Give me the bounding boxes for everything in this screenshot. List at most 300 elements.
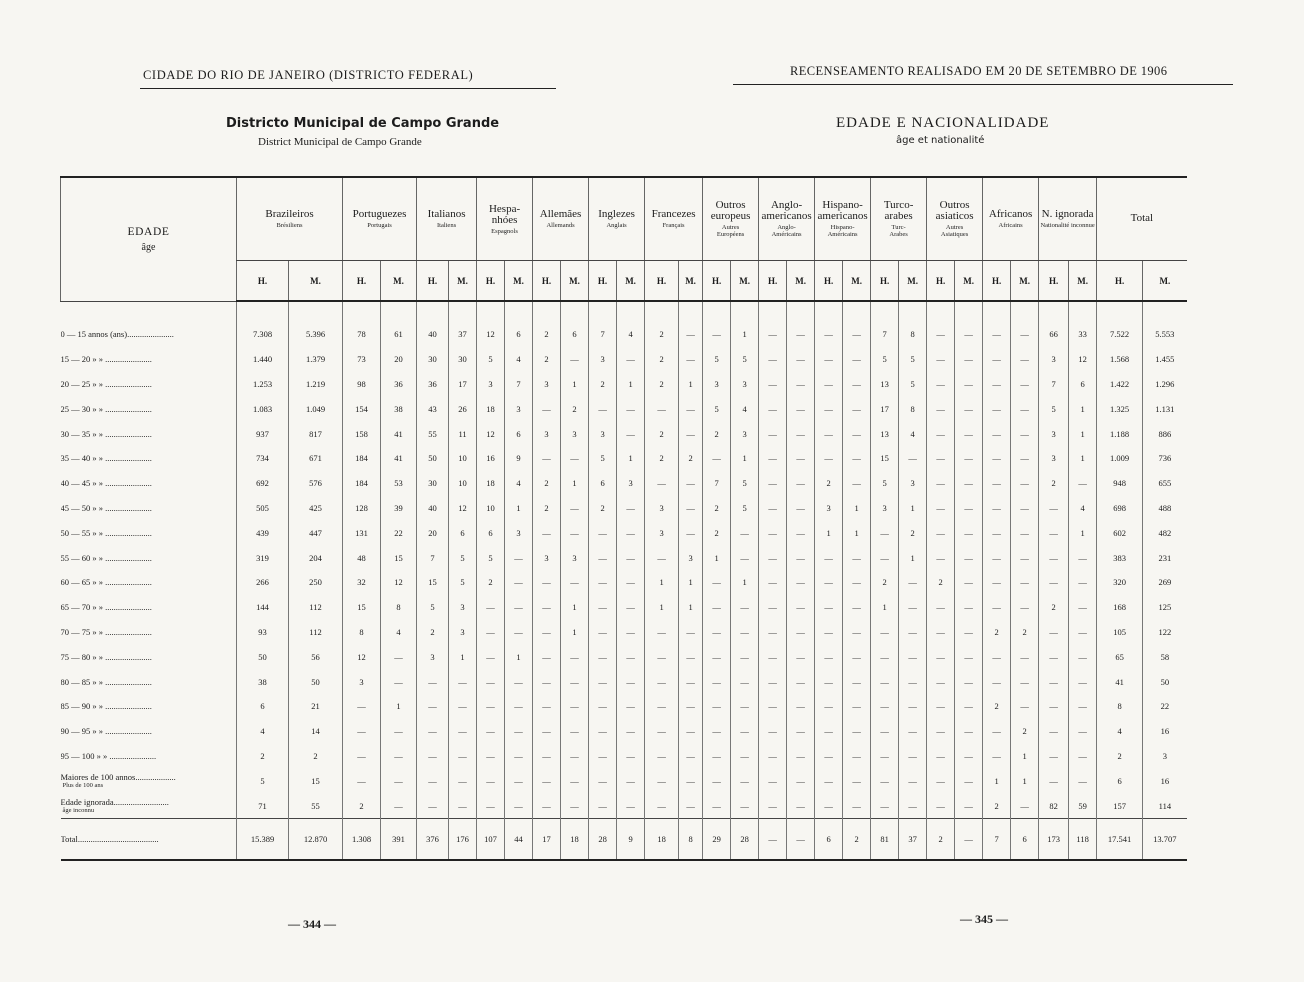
table-cell: — xyxy=(927,595,955,620)
table-cell: — xyxy=(1039,644,1069,669)
table-cell: — xyxy=(1011,421,1039,446)
table-cell: 2 xyxy=(703,520,731,545)
women-header: M. xyxy=(1011,261,1039,302)
table-cell: 17 xyxy=(871,396,899,421)
table-cell: — xyxy=(1011,570,1039,595)
table-cell: 12 xyxy=(343,644,381,669)
table-cell: — xyxy=(927,719,955,744)
table-row xyxy=(61,347,1287,372)
table-cell: 18 xyxy=(561,818,589,860)
table-cell: — xyxy=(983,520,1011,545)
spacer-cell xyxy=(731,301,759,322)
table-cell: — xyxy=(927,347,955,372)
table-cell: — xyxy=(843,694,871,719)
table-cell: 9 xyxy=(505,446,533,471)
table-cell: — xyxy=(561,570,589,595)
nationality-name-fr: Anglo- Américains xyxy=(771,224,802,238)
table-cell: — xyxy=(505,719,533,744)
table-cell: 13 xyxy=(871,372,899,397)
table-cell: — xyxy=(1069,669,1097,694)
table-cell: — xyxy=(477,768,505,793)
table-cell: 5 xyxy=(871,347,899,372)
table-cell: 184 xyxy=(343,446,381,471)
table-cell: 7 xyxy=(703,471,731,496)
table-cell: 93 xyxy=(237,620,289,645)
table-cell: — xyxy=(843,744,871,769)
table-cell: — xyxy=(617,694,645,719)
table-cell: 38 xyxy=(237,669,289,694)
table-cell: 1.188 xyxy=(1097,421,1143,446)
table-cell: — xyxy=(561,347,589,372)
table-cell: 3 xyxy=(477,372,505,397)
table-cell: — xyxy=(983,719,1011,744)
table-cell: — xyxy=(1039,496,1069,521)
table-cell: 1 xyxy=(815,520,843,545)
table-cell: 1.131 xyxy=(1143,396,1187,421)
table-cell: — xyxy=(927,471,955,496)
table-cell: 28 xyxy=(731,818,759,860)
table-cell: — xyxy=(617,644,645,669)
table-cell: — xyxy=(679,520,703,545)
nationality-name: Hespa- nhóes xyxy=(488,202,521,226)
table-cell: — xyxy=(703,694,731,719)
table-cell: 50 xyxy=(1143,669,1187,694)
table-cell: 2 xyxy=(927,818,955,860)
men-header: H. xyxy=(237,261,289,302)
row-label: Total...................................... xyxy=(60,833,159,844)
table-cell: — xyxy=(983,595,1011,620)
table-cell: 112 xyxy=(289,595,343,620)
nationality-header xyxy=(645,177,703,261)
table-cell: 671 xyxy=(289,446,343,471)
table-row xyxy=(61,396,1287,421)
table-cell: 5 xyxy=(1039,396,1069,421)
table-cell: 5 xyxy=(871,471,899,496)
row-label-cell xyxy=(61,719,237,744)
table-cell: — xyxy=(679,396,703,421)
table-cell: 2 xyxy=(983,793,1011,818)
men-header: H. xyxy=(1097,261,1143,302)
table-cell: 5 xyxy=(477,347,505,372)
table-cell: 1 xyxy=(679,570,703,595)
table-cell: 55 xyxy=(289,793,343,818)
table-cell: — xyxy=(679,620,703,645)
table-cell: — xyxy=(983,446,1011,471)
table-cell: — xyxy=(589,793,617,818)
table-cell: — xyxy=(617,768,645,793)
table-cell: — xyxy=(815,545,843,570)
nationality-name: Outros europeus xyxy=(710,199,751,222)
spacer-cell xyxy=(237,301,289,322)
table-cell: — xyxy=(759,719,787,744)
table-cell: 7 xyxy=(871,322,899,347)
table-cell: 736 xyxy=(1143,446,1187,471)
table-cell: 204 xyxy=(289,545,343,570)
table-cell: 1 xyxy=(1011,744,1039,769)
men-header: H. xyxy=(703,261,731,302)
table-cell: 3 xyxy=(589,347,617,372)
table-cell: — xyxy=(1039,520,1069,545)
table-cell: — xyxy=(815,644,843,669)
table-cell: — xyxy=(1011,322,1039,347)
table-cell: — xyxy=(645,396,679,421)
table-cell: — xyxy=(787,496,815,521)
table-cell: — xyxy=(759,694,787,719)
table-cell: 1 xyxy=(505,496,533,521)
table-cell: 6 xyxy=(589,471,617,496)
table-cell: 14 xyxy=(289,719,343,744)
table-cell: — xyxy=(561,669,589,694)
row-label: Edade ignorada.......................... xyxy=(60,797,169,808)
table-cell: — xyxy=(983,347,1011,372)
table-cell: — xyxy=(843,421,871,446)
table-row xyxy=(61,669,1287,694)
table-cell: — xyxy=(449,744,477,769)
nationality-name: Portuguezes xyxy=(352,208,407,220)
table-cell: 18 xyxy=(477,471,505,496)
nationality-name: Italianos xyxy=(427,208,466,220)
table-cell: — xyxy=(955,744,983,769)
table-cell: 12.870 xyxy=(289,818,343,860)
table-cell: 2 xyxy=(533,496,561,521)
table-cell: — xyxy=(955,545,983,570)
table-cell: 1 xyxy=(645,570,679,595)
row-label: 20 — 25 » » ...................... xyxy=(60,378,152,389)
nationality-header xyxy=(1039,177,1097,261)
table-cell: — xyxy=(645,694,679,719)
table-cell: 58 xyxy=(1143,644,1187,669)
table-cell: — xyxy=(505,595,533,620)
table-cell: 1 xyxy=(561,595,589,620)
nationality-name-fr: Français xyxy=(662,222,685,229)
table-cell: 39 xyxy=(381,496,417,521)
table-cell: — xyxy=(983,545,1011,570)
table-cell: 1.568 xyxy=(1097,347,1143,372)
nationality-name-fr: Autres Européens xyxy=(716,224,745,238)
table-cell: 2 xyxy=(645,421,679,446)
men-header: H. xyxy=(871,261,899,302)
table-cell: — xyxy=(645,620,679,645)
table-cell: — xyxy=(955,396,983,421)
table-cell: — xyxy=(927,446,955,471)
table-cell: — xyxy=(927,520,955,545)
table-cell: — xyxy=(787,570,815,595)
table-cell: — xyxy=(505,694,533,719)
table-cell: — xyxy=(645,644,679,669)
table-cell: — xyxy=(1011,372,1039,397)
table-cell: — xyxy=(983,669,1011,694)
table-cell: 144 xyxy=(237,595,289,620)
table-cell: 505 xyxy=(237,496,289,521)
table-cell: 17.541 xyxy=(1097,818,1143,860)
nationality-name: Hispano- americanos xyxy=(817,199,868,222)
district-title: Districto Municipal de Campo Grande xyxy=(226,116,500,131)
men-header: H. xyxy=(983,261,1011,302)
table-cell: 55 xyxy=(417,421,449,446)
table-cell: 2 xyxy=(237,744,289,769)
table-cell: 4 xyxy=(505,471,533,496)
table-cell: 154 xyxy=(343,396,381,421)
table-cell: — xyxy=(955,347,983,372)
row-label-cell xyxy=(61,446,237,471)
table-cell: — xyxy=(1011,793,1039,818)
table-cell: — xyxy=(1011,545,1039,570)
table-cell: 1 xyxy=(561,372,589,397)
table-cell: — xyxy=(927,768,955,793)
table-cell: 3 xyxy=(679,545,703,570)
row-label-cell xyxy=(61,694,237,719)
men-header: H. xyxy=(589,261,617,302)
row-label: 95 — 100 » » ...................... xyxy=(60,750,157,761)
table-cell: 65 xyxy=(1097,644,1143,669)
table-cell: — xyxy=(983,421,1011,446)
spacer-cell xyxy=(343,301,381,322)
women-header: M. xyxy=(899,261,927,302)
row-label: 30 — 35 » » ...................... xyxy=(60,428,152,439)
table-cell: — xyxy=(617,669,645,694)
table-cell: 28 xyxy=(589,818,617,860)
spacer-cell xyxy=(561,301,589,322)
table-cell: 158 xyxy=(343,421,381,446)
table-cell: 2 xyxy=(561,396,589,421)
table-cell: — xyxy=(617,793,645,818)
table-cell: 5 xyxy=(589,446,617,471)
table-cell: — xyxy=(731,694,759,719)
table-cell: — xyxy=(703,719,731,744)
table-cell: 2 xyxy=(703,421,731,446)
table-cell: 125 xyxy=(1143,595,1187,620)
table-cell: — xyxy=(955,669,983,694)
table-cell: 3 xyxy=(449,620,477,645)
table-cell: — xyxy=(381,719,417,744)
table-cell: — xyxy=(505,620,533,645)
row-label: 55 — 60 » » ...................... xyxy=(60,552,152,563)
table-cell: — xyxy=(815,768,843,793)
women-header: M. xyxy=(843,261,871,302)
table-cell: — xyxy=(1011,644,1039,669)
table-cell: 53 xyxy=(381,471,417,496)
table-row xyxy=(61,620,1287,645)
table-cell: — xyxy=(927,744,955,769)
table-cell: — xyxy=(477,719,505,744)
table-cell: 16 xyxy=(1143,719,1187,744)
table-cell: 1 xyxy=(1069,520,1097,545)
spacer-cell xyxy=(449,301,477,322)
table-cell: — xyxy=(589,744,617,769)
table-cell: — xyxy=(533,620,561,645)
table-cell: — xyxy=(731,793,759,818)
table-cell: 5.553 xyxy=(1143,322,1187,347)
nationality-header xyxy=(759,177,815,261)
table-cell: — xyxy=(955,620,983,645)
table-cell: 73 xyxy=(343,347,381,372)
table-cell: — xyxy=(533,793,561,818)
spacer-cell xyxy=(61,301,237,322)
table-cell: 2 xyxy=(533,471,561,496)
table-cell: — xyxy=(899,644,927,669)
spacer-cell xyxy=(787,301,815,322)
table-cell: — xyxy=(815,446,843,471)
table-cell: 1 xyxy=(679,595,703,620)
table-row xyxy=(61,793,1287,818)
spacer-cell xyxy=(477,301,505,322)
table-cell: — xyxy=(983,471,1011,496)
table-cell: 12 xyxy=(381,570,417,595)
table-cell: — xyxy=(617,719,645,744)
table-cell: — xyxy=(815,421,843,446)
spacer-row xyxy=(61,301,1287,322)
table-cell: — xyxy=(477,793,505,818)
table-cell: 2 xyxy=(703,496,731,521)
nationality-header xyxy=(983,177,1039,261)
row-label-cell xyxy=(61,496,237,521)
table-cell: — xyxy=(927,644,955,669)
table-cell: — xyxy=(815,322,843,347)
table-cell: — xyxy=(561,694,589,719)
table-cell: 18 xyxy=(645,818,679,860)
nationality-name: Outros asiaticos xyxy=(935,199,974,222)
table-cell: — xyxy=(843,570,871,595)
row-label-cell xyxy=(61,620,237,645)
table-cell: — xyxy=(927,322,955,347)
table-cell: 2 xyxy=(815,471,843,496)
women-header: M. xyxy=(561,261,589,302)
table-cell: — xyxy=(871,545,899,570)
table-cell: — xyxy=(899,793,927,818)
table-cell: — xyxy=(703,322,731,347)
table-cell: 131 xyxy=(343,520,381,545)
table-cell: — xyxy=(759,322,787,347)
table-cell: — xyxy=(759,818,787,860)
table-cell: 1.253 xyxy=(237,372,289,397)
table-cell: — xyxy=(815,719,843,744)
row-label: 80 — 85 » » ...................... xyxy=(60,676,152,687)
table-cell: 5 xyxy=(731,471,759,496)
table-cell: 2 xyxy=(899,520,927,545)
table-cell: 734 xyxy=(237,446,289,471)
table-cell: — xyxy=(1011,396,1039,421)
table-cell: 33 xyxy=(1069,322,1097,347)
table-cell: — xyxy=(1011,694,1039,719)
table-cell: — xyxy=(703,595,731,620)
table-cell: 1 xyxy=(645,595,679,620)
table-cell: 38 xyxy=(381,396,417,421)
table-cell: — xyxy=(679,644,703,669)
table-cell: 128 xyxy=(343,496,381,521)
table-cell: — xyxy=(589,595,617,620)
table-cell: 18 xyxy=(477,396,505,421)
table-cell: — xyxy=(561,744,589,769)
table-cell: — xyxy=(843,372,871,397)
table-cell: 50 xyxy=(237,644,289,669)
table-cell: — xyxy=(703,620,731,645)
table-cell: — xyxy=(843,719,871,744)
table-cell: 5 xyxy=(731,347,759,372)
table-cell: 1 xyxy=(731,446,759,471)
table-cell: — xyxy=(759,496,787,521)
table-cell: — xyxy=(899,719,927,744)
table-row xyxy=(61,421,1287,446)
table-cell: — xyxy=(381,768,417,793)
table-cell: — xyxy=(589,644,617,669)
men-header: H. xyxy=(927,261,955,302)
table-cell: — xyxy=(679,347,703,372)
row-label: 45 — 50 » » ...................... xyxy=(60,502,152,513)
table-cell: — xyxy=(1039,620,1069,645)
table-cell: — xyxy=(759,595,787,620)
table-cell: — xyxy=(1039,768,1069,793)
spacer-cell xyxy=(589,301,617,322)
table-cell: — xyxy=(505,545,533,570)
row-label-cell xyxy=(61,396,237,421)
row-label-cell xyxy=(61,595,237,620)
table-cell: 8 xyxy=(679,818,703,860)
table-cell: 2 xyxy=(1097,744,1143,769)
row-label: 85 — 90 » » ...................... xyxy=(60,701,152,712)
table-cell: — xyxy=(1039,694,1069,719)
spacer-cell xyxy=(1039,301,1069,322)
table-cell: — xyxy=(381,744,417,769)
table-cell: 7 xyxy=(505,372,533,397)
table-cell: 4 xyxy=(617,322,645,347)
table-cell: — xyxy=(871,620,899,645)
table-cell: — xyxy=(899,620,927,645)
table-cell: 3 xyxy=(815,496,843,521)
table-cell: — xyxy=(561,446,589,471)
table-cell: 886 xyxy=(1143,421,1187,446)
table-cell: 118 xyxy=(1069,818,1097,860)
total-row xyxy=(61,818,1287,860)
table-cell: — xyxy=(1069,694,1097,719)
table-title: EDADE E NACIONALIDADE xyxy=(836,115,1050,131)
table-cell: 7 xyxy=(1039,372,1069,397)
table-cell: 36 xyxy=(381,372,417,397)
table-cell: 1 xyxy=(703,545,731,570)
table-cell: — xyxy=(787,818,815,860)
table-cell: — xyxy=(589,669,617,694)
table-cell: 3 xyxy=(449,595,477,620)
header-right-rule xyxy=(733,84,1233,85)
table-cell: — xyxy=(477,744,505,769)
table-cell: — xyxy=(533,669,561,694)
table-cell: 4 xyxy=(381,620,417,645)
table-cell: — xyxy=(759,620,787,645)
nationality-name-fr: Brésiliens xyxy=(276,222,303,229)
nationality-header xyxy=(343,177,417,261)
table-cell: — xyxy=(955,520,983,545)
table-cell: — xyxy=(899,744,927,769)
table-cell: 98 xyxy=(343,372,381,397)
table-cell: — xyxy=(787,669,815,694)
table-cell: — xyxy=(731,595,759,620)
table-cell: — xyxy=(843,396,871,421)
table-cell: 3 xyxy=(1143,744,1187,769)
table-cell: — xyxy=(1069,570,1097,595)
table-cell: — xyxy=(927,669,955,694)
spacer-cell xyxy=(289,301,343,322)
table-cell: — xyxy=(899,768,927,793)
nationality-header xyxy=(871,177,927,261)
table-cell: 3 xyxy=(533,372,561,397)
table-cell: 2 xyxy=(343,793,381,818)
table-cell: — xyxy=(983,372,1011,397)
row-label: 65 — 70 » » ...................... xyxy=(60,602,152,613)
table-cell: — xyxy=(617,570,645,595)
table-cell: 122 xyxy=(1143,620,1187,645)
table-cell: — xyxy=(955,719,983,744)
table-cell: — xyxy=(759,793,787,818)
table-cell: — xyxy=(417,719,449,744)
